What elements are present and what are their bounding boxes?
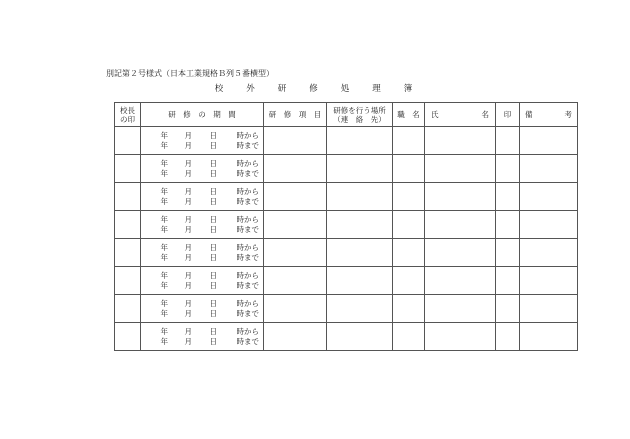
period-to-line	[141, 309, 263, 319]
header-position: 職 名	[393, 103, 425, 127]
remarks-cell[interactable]	[520, 211, 578, 239]
period-to-day: 日	[209, 196, 217, 206]
name-cell[interactable]	[425, 155, 496, 183]
name-cell[interactable]	[425, 323, 496, 351]
location-cell[interactable]	[327, 211, 393, 239]
period-from-day: 日	[209, 186, 217, 196]
period-from-year: 年	[160, 270, 168, 280]
period-to-year: 年	[160, 168, 168, 178]
period-to-month: 月	[184, 140, 192, 150]
principal-seal-cell[interactable]	[115, 267, 141, 295]
period-from-year: 年	[160, 242, 168, 252]
location-cell[interactable]	[327, 323, 393, 351]
period-cell[interactable]	[141, 295, 264, 323]
header-principal-seal-line2: の印	[120, 114, 135, 124]
period-from-year: 年	[160, 214, 168, 224]
header-period: 研 修 の 期 間	[141, 103, 264, 127]
header-remarks-part1: 備	[525, 110, 533, 119]
period-from-day: 日	[209, 158, 217, 168]
period-to-year: 年	[160, 252, 168, 262]
period-from-month: 月	[184, 270, 192, 280]
training-register-table	[114, 102, 578, 351]
training-item-cell[interactable]	[264, 323, 327, 351]
period-to-month: 月	[184, 252, 192, 262]
period-from-hour: 時から	[236, 270, 259, 280]
name-cell[interactable]	[425, 239, 496, 267]
period-from-hour: 時から	[236, 186, 259, 196]
period-to-hour: 時まで	[236, 308, 259, 318]
header-name	[425, 103, 496, 127]
position-cell[interactable]	[393, 295, 425, 323]
period-to-month: 月	[184, 224, 192, 234]
period-from-month: 月	[184, 158, 192, 168]
period-to-line	[141, 281, 263, 291]
training-item-cell[interactable]	[264, 295, 327, 323]
remarks-cell[interactable]	[520, 267, 578, 295]
period-to-day: 日	[209, 140, 217, 150]
form-caption: 別記第２号様式（日本工業規格Ｂ列５番横型）	[106, 69, 274, 78]
training-item-cell[interactable]	[264, 155, 327, 183]
period-from-day: 日	[209, 270, 217, 280]
period-to-month: 月	[184, 280, 192, 290]
principal-seal-cell[interactable]	[115, 295, 141, 323]
period-from-hour: 時から	[236, 214, 259, 224]
period-to-year: 年	[160, 308, 168, 318]
training-item-cell[interactable]	[264, 239, 327, 267]
remarks-cell[interactable]	[520, 127, 578, 155]
period-to-line	[141, 141, 263, 151]
period-to-hour: 時まで	[236, 168, 259, 178]
period-cell[interactable]	[141, 239, 264, 267]
header-location-line2: （連 絡 先）	[333, 114, 386, 124]
location-cell[interactable]	[327, 155, 393, 183]
period-cell[interactable]	[141, 183, 264, 211]
period-from-day: 日	[209, 130, 217, 140]
period-from-hour: 時から	[236, 242, 259, 252]
header-seal: 印	[496, 103, 520, 127]
location-cell[interactable]	[327, 183, 393, 211]
period-to-day: 日	[209, 280, 217, 290]
period-to-month: 月	[184, 336, 192, 346]
remarks-cell[interactable]	[520, 295, 578, 323]
header-location-line1: 研修を行う場所	[333, 105, 386, 115]
seal-cell[interactable]	[496, 239, 520, 267]
title-char: 修	[309, 84, 321, 94]
period-from-line	[141, 243, 263, 253]
principal-seal-cell[interactable]	[115, 323, 141, 351]
table-row	[115, 155, 578, 183]
seal-cell[interactable]	[496, 295, 520, 323]
period-cell[interactable]	[141, 211, 264, 239]
period-to-year: 年	[160, 140, 168, 150]
period-to-hour: 時まで	[236, 336, 259, 346]
header-row	[115, 103, 578, 127]
period-from-hour: 時から	[236, 158, 259, 168]
period-from-line	[141, 271, 263, 281]
period-from-line	[141, 159, 263, 169]
seal-cell[interactable]	[496, 267, 520, 295]
period-to-year: 年	[160, 336, 168, 346]
seal-cell[interactable]	[496, 155, 520, 183]
table-row	[115, 323, 578, 351]
period-to-month: 月	[184, 168, 192, 178]
principal-seal-cell[interactable]	[115, 155, 141, 183]
table-row	[115, 127, 578, 155]
period-from-hour: 時から	[236, 130, 259, 140]
position-cell[interactable]	[393, 323, 425, 351]
period-from-hour: 時から	[236, 298, 259, 308]
period-from-month: 月	[184, 298, 192, 308]
title-char: 研	[277, 84, 290, 94]
period-from-month: 月	[184, 326, 192, 336]
title-char: 簿	[403, 84, 416, 94]
principal-seal-cell[interactable]	[115, 239, 141, 267]
period-to-year: 年	[160, 224, 168, 234]
period-to-line	[141, 169, 263, 179]
period-from-line	[141, 187, 263, 197]
remarks-cell[interactable]	[520, 323, 578, 351]
header-remarks	[520, 103, 578, 127]
period-cell[interactable]	[141, 127, 264, 155]
training-item-cell[interactable]	[264, 127, 327, 155]
period-to-month: 月	[184, 308, 192, 318]
period-from-line	[141, 327, 263, 337]
period-from-line	[141, 299, 263, 309]
location-cell[interactable]	[327, 239, 393, 267]
position-cell[interactable]	[393, 155, 425, 183]
form-title	[0, 84, 630, 95]
period-from-day: 日	[209, 242, 217, 252]
principal-seal-cell[interactable]	[115, 183, 141, 211]
period-from-year: 年	[160, 130, 168, 140]
header-principal-seal	[115, 103, 141, 127]
location-cell[interactable]	[327, 267, 393, 295]
period-to-hour: 時まで	[236, 280, 259, 290]
location-cell[interactable]	[327, 295, 393, 323]
period-to-line	[141, 225, 263, 235]
header-name-part1: 氏	[431, 110, 439, 119]
header-remarks-part2: 考	[564, 110, 572, 119]
period-cell[interactable]	[141, 155, 264, 183]
name-cell[interactable]	[425, 295, 496, 323]
position-cell[interactable]	[393, 183, 425, 211]
remarks-cell[interactable]	[520, 183, 578, 211]
period-to-hour: 時まで	[236, 140, 259, 150]
period-to-line	[141, 337, 263, 347]
period-from-month: 月	[184, 186, 192, 196]
name-cell[interactable]	[425, 183, 496, 211]
period-to-day: 日	[209, 168, 217, 178]
period-from-month: 月	[184, 130, 192, 140]
period-to-line	[141, 197, 263, 207]
period-from-hour: 時から	[236, 326, 259, 336]
table-row	[115, 183, 578, 211]
period-from-line	[141, 131, 263, 141]
register-body	[115, 127, 578, 351]
period-from-year: 年	[160, 298, 168, 308]
period-to-day: 日	[209, 252, 217, 262]
header-location	[327, 103, 393, 127]
name-cell[interactable]	[425, 211, 496, 239]
period-from-year: 年	[160, 158, 168, 168]
period-to-month: 月	[184, 196, 192, 206]
header-name-part2: 名	[481, 110, 489, 119]
period-to-hour: 時まで	[236, 252, 259, 262]
period-to-line	[141, 253, 263, 263]
period-to-year: 年	[160, 196, 168, 206]
seal-cell[interactable]	[496, 323, 520, 351]
training-item-cell[interactable]	[264, 267, 327, 295]
remarks-cell[interactable]	[520, 239, 578, 267]
location-cell[interactable]	[327, 127, 393, 155]
period-from-day: 日	[209, 326, 217, 336]
table-row	[115, 267, 578, 295]
training-item-cell[interactable]	[264, 211, 327, 239]
table-row	[115, 211, 578, 239]
header-training-item: 研 修 項 目	[264, 103, 327, 127]
name-cell[interactable]	[425, 127, 496, 155]
table-row	[115, 295, 578, 323]
period-from-day: 日	[209, 214, 217, 224]
principal-seal-cell[interactable]	[115, 211, 141, 239]
position-cell[interactable]	[393, 239, 425, 267]
period-to-day: 日	[209, 224, 217, 234]
table-row	[115, 239, 578, 267]
period-from-year: 年	[160, 186, 168, 196]
period-from-line	[141, 215, 263, 225]
principal-seal-cell[interactable]	[115, 127, 141, 155]
period-to-hour: 時まで	[236, 224, 259, 234]
title-char: 処	[340, 84, 353, 94]
seal-cell[interactable]	[496, 127, 520, 155]
period-to-day: 日	[209, 336, 217, 346]
period-to-year: 年	[160, 280, 168, 290]
title-char: 校	[214, 84, 227, 94]
period-cell[interactable]	[141, 323, 264, 351]
title-char: 外	[246, 84, 258, 94]
position-cell[interactable]	[393, 267, 425, 295]
training-item-cell[interactable]	[264, 183, 327, 211]
seal-cell[interactable]	[496, 211, 520, 239]
seal-cell[interactable]	[496, 183, 520, 211]
period-to-day: 日	[209, 308, 217, 318]
period-from-year: 年	[160, 326, 168, 336]
title-char: 理	[372, 84, 384, 94]
position-cell[interactable]	[393, 127, 425, 155]
period-from-month: 月	[184, 214, 192, 224]
name-cell[interactable]	[425, 267, 496, 295]
period-cell[interactable]	[141, 267, 264, 295]
period-from-day: 日	[209, 298, 217, 308]
header-principal-seal-line1: 校長	[120, 105, 135, 115]
position-cell[interactable]	[393, 211, 425, 239]
period-from-month: 月	[184, 242, 192, 252]
period-to-hour: 時まで	[236, 196, 259, 206]
remarks-cell[interactable]	[520, 155, 578, 183]
